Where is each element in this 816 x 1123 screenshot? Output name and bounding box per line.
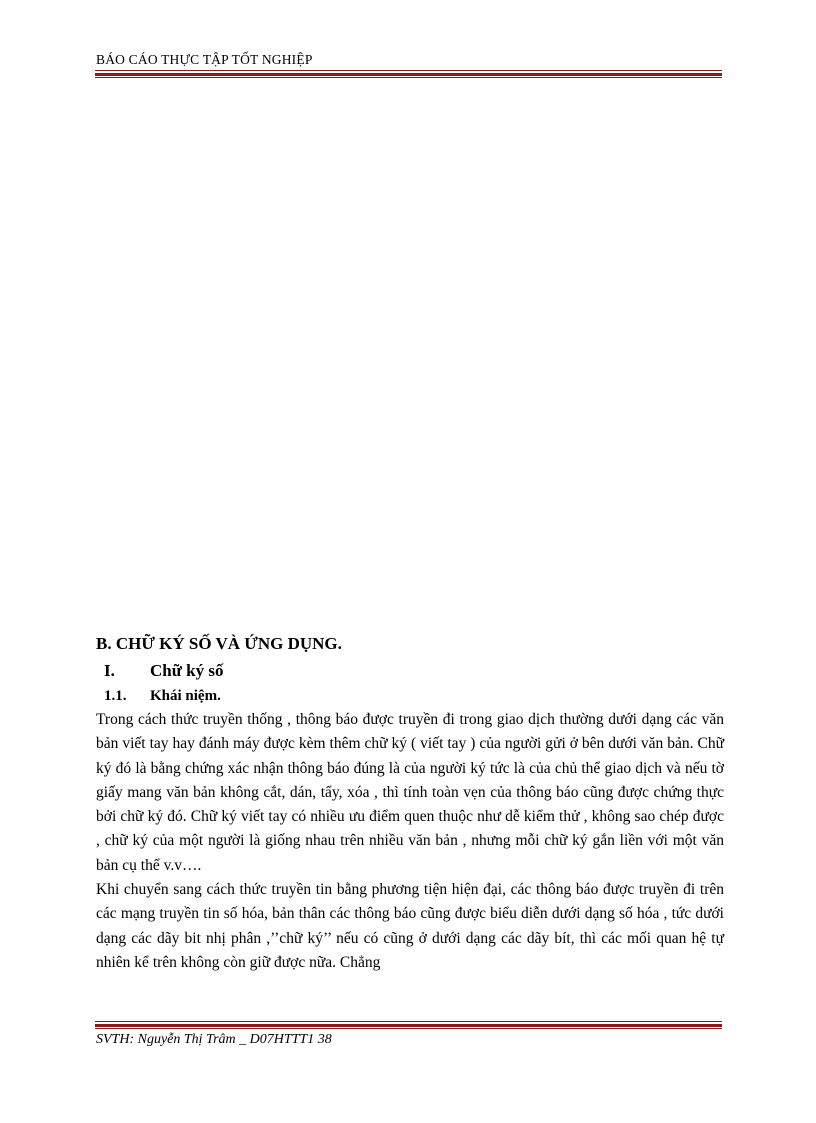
header-divider xyxy=(95,70,722,78)
paragraph: Khi chuyển sang cách thức truyền tin bằng phương tiện hiện đại, các thông báo được truyền đi trên các mạng truyền tin số hóa, bản thân các thông báo cũng được biểu diễn dưới dạng số hóa , tức dưới dạng các dãy bit nhị phân ,’’chữ ký’’ nếu có cũng ở dưới dạng các dãy bít, thì các mối quan hệ tự nhiên kể trên không còn giữ được nữa. Chẳng xyxy=(96,881,724,971)
section-title: B. CHỮ KÝ SỐ VÀ ỨNG DỤNG. xyxy=(96,634,342,653)
page-footer-text: SVTH: Nguyễn Thị Trâm _ D07HTTT1 38 xyxy=(96,1032,332,1047)
heading-level-1 xyxy=(104,661,224,681)
paragraph: Trong cách thức truyền thống , thông báo được truyền đi trong giao dịch thường dưới dạng các văn bản viết tay hay đánh máy được kèm thêm chữ ký ( viết tay ) của người gửi ở bên dưới văn bản. Chữ ký đó là bằng chứng xác nhận thông báo đúng là của người ký tức là của chủ thể giao dịch và nếu tờ giấy mang văn bản không cắt, dán, tẩy, xóa , thì tính toàn vẹn của thông báo cũng được chứng thực bởi chữ ký đó. Chữ ký viết tay có nhiều ưu điểm quen thuộc như dễ kiểm thử , không sao chép được , chữ ký của một người là giống nhau trên nhiều văn bản , nhưng mỗi chữ ký gắn liền với một văn bản cụ thể v.v…. xyxy=(96,711,724,874)
body-text xyxy=(96,708,724,975)
heading-level-2 xyxy=(104,688,221,705)
page-header-title: BÁO CÁO THỰC TẬP TỐT NGHIỆP xyxy=(96,52,313,67)
heading-2-number: 1.1. xyxy=(104,688,127,704)
heading-1-title: Chữ ký số xyxy=(150,661,224,680)
heading-1-number: I. xyxy=(104,661,115,680)
heading-2-title: Khái niệm. xyxy=(150,688,221,704)
footer-divider xyxy=(95,1021,722,1029)
